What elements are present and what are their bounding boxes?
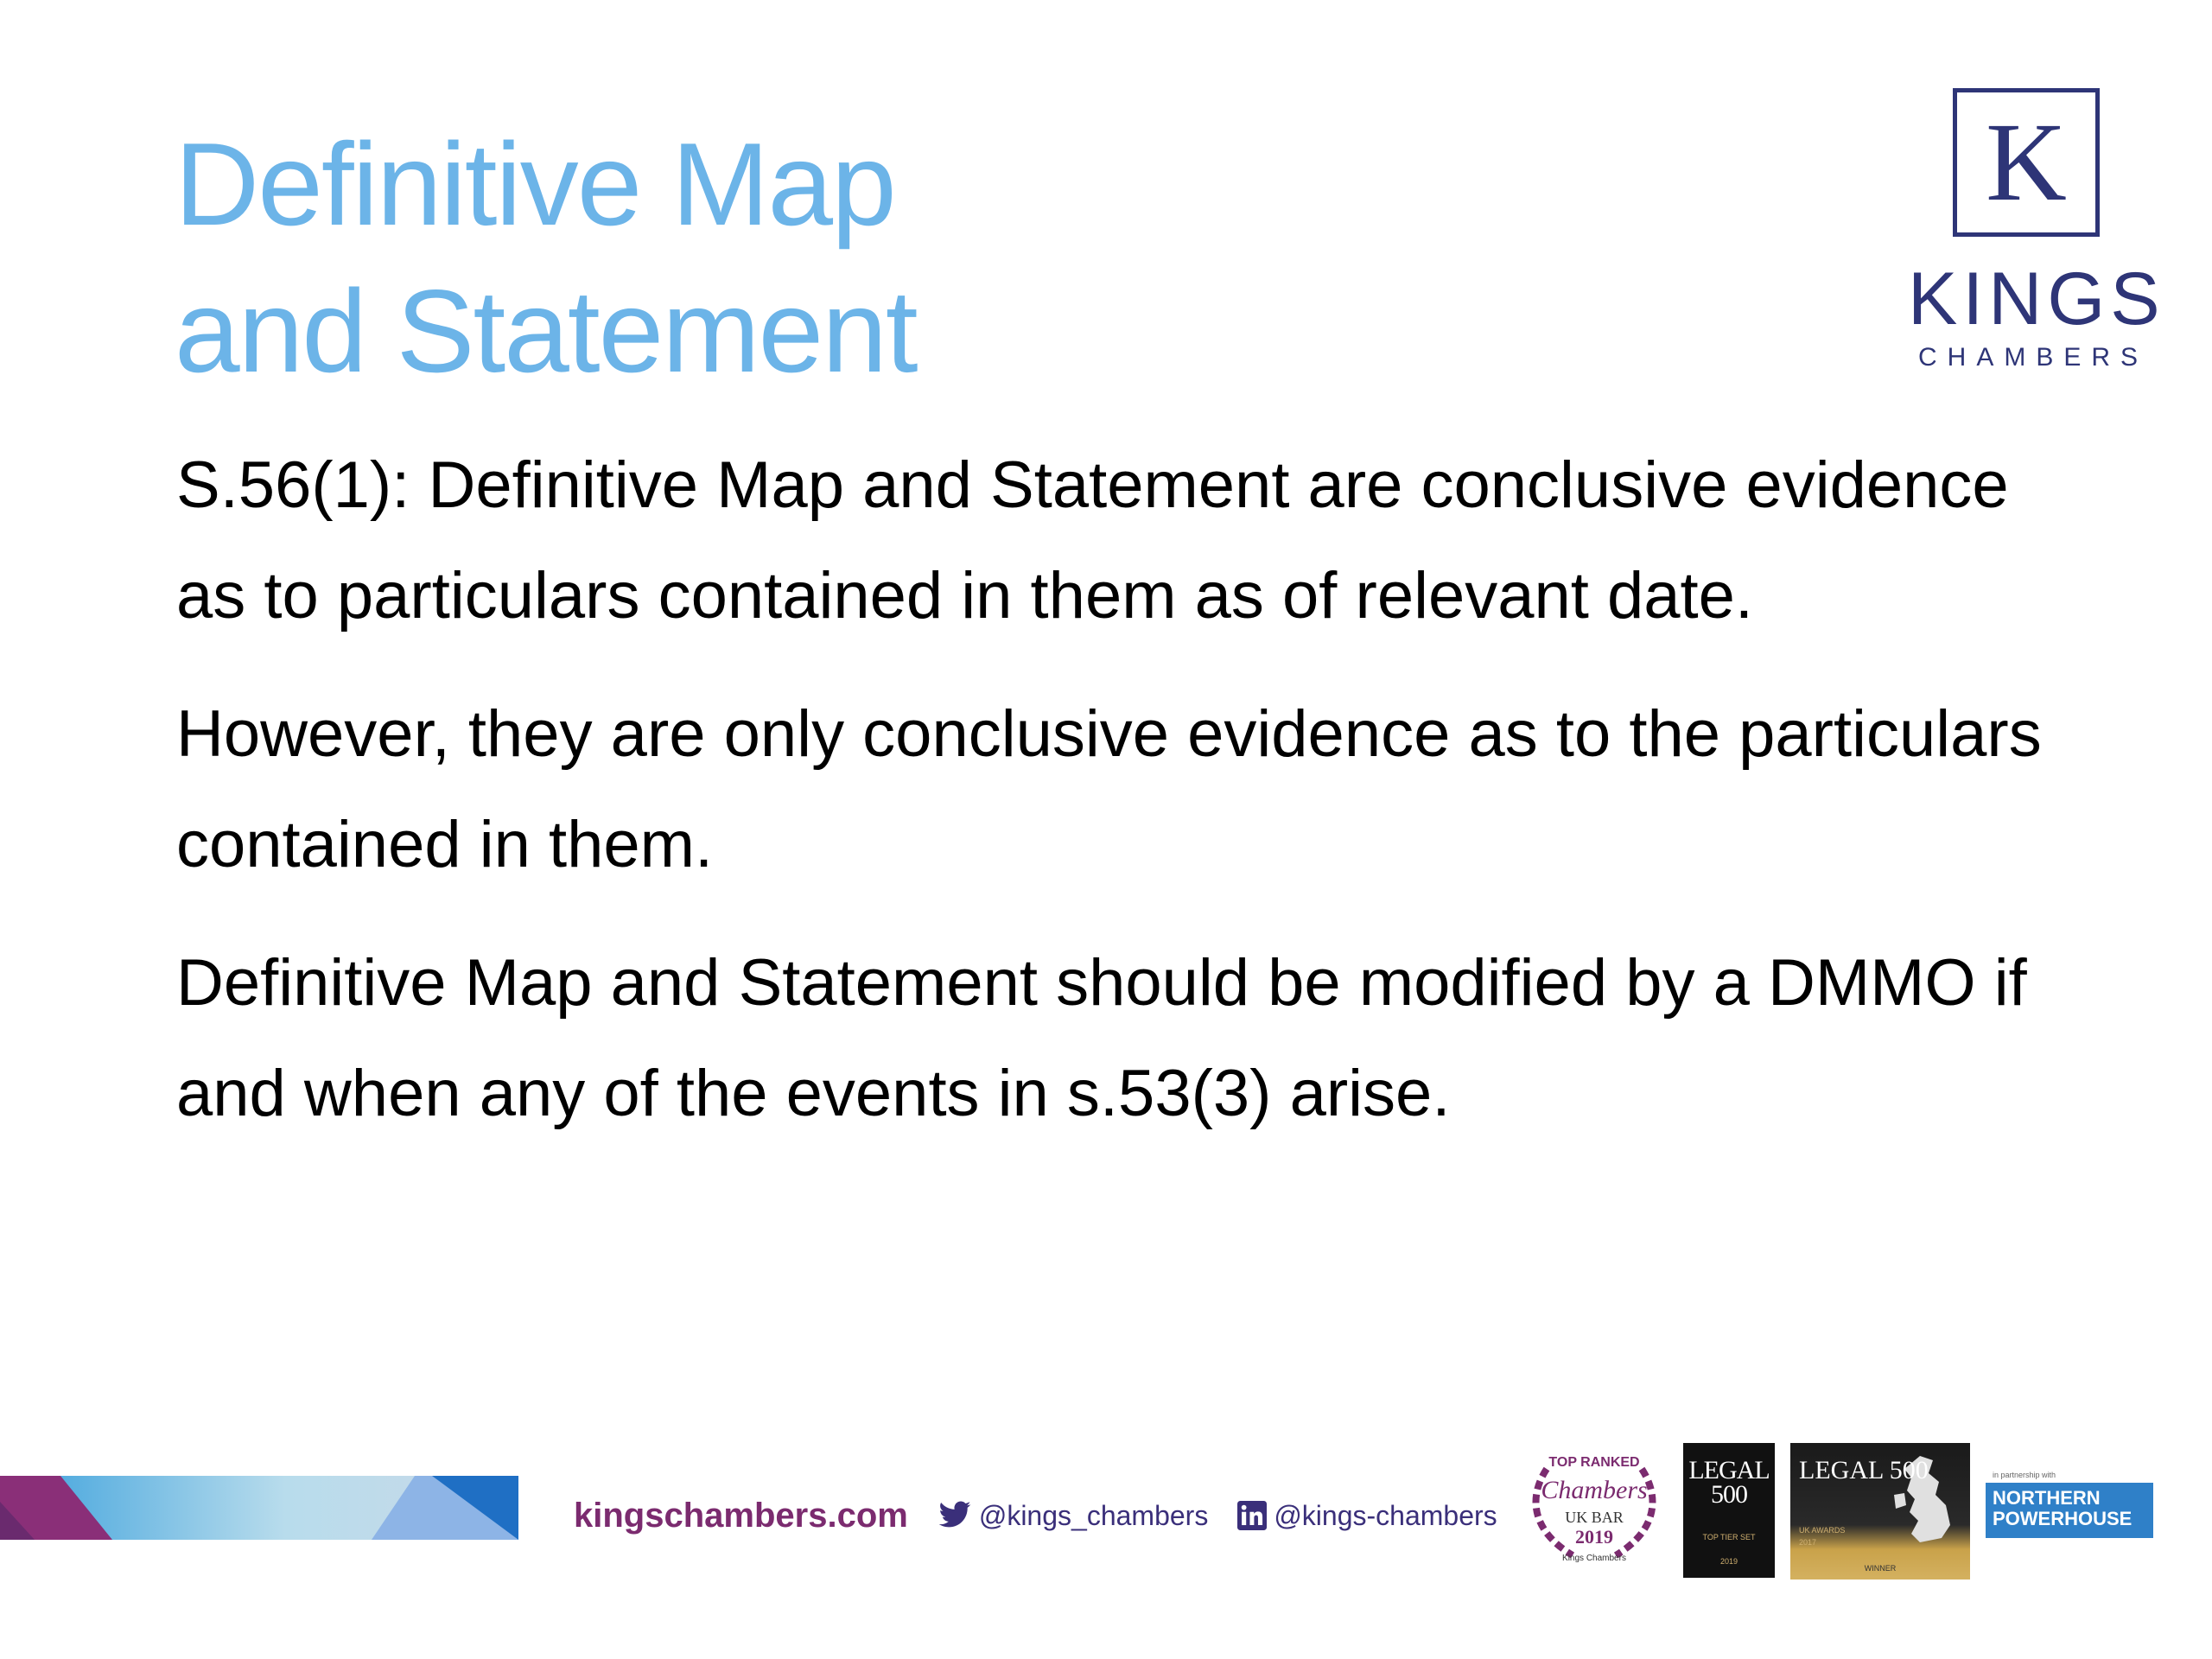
legal500-title: LEGAL 500 xyxy=(1688,1456,1770,1509)
paragraph-2: However, they are only conclusive evidence as to the particulars contained in them. xyxy=(176,697,2042,881)
slide-title xyxy=(175,111,917,404)
footer-links xyxy=(574,1488,1497,1543)
footer-decorative-bar xyxy=(0,1476,518,1540)
chambers-badge xyxy=(1521,1443,1668,1573)
chambers-top-ranked: TOP RANKED xyxy=(1548,1455,1640,1470)
linkedin-handle: @kings-chambers xyxy=(1274,1499,1497,1531)
linkedin-icon xyxy=(1237,1501,1267,1530)
legal500-awards-badge xyxy=(1790,1443,1970,1580)
kings-chambers-logo xyxy=(1908,85,2167,378)
logo-subtitle: CHAMBERS xyxy=(1917,343,2149,372)
twitter-link[interactable] xyxy=(938,1500,1208,1532)
legal500-year: 2019 xyxy=(1719,1557,1738,1566)
chambers-name: Chambers xyxy=(1541,1476,1648,1504)
legal500-top-tier: TOP TIER SET xyxy=(1702,1533,1756,1541)
twitter-handle: @kings_chambers xyxy=(978,1499,1209,1531)
linkedin-link[interactable] xyxy=(1237,1500,1497,1532)
award-badges xyxy=(1521,1443,2153,1581)
paragraph-3: Definitive Map and Statement should be modified by a DMMO if and when any of the events in s.53(3) arise. xyxy=(176,946,2027,1130)
legal500-uk-awards: UK AWARDS xyxy=(1799,1526,1846,1535)
chambers-year: 2019 xyxy=(1575,1526,1613,1548)
np-partnership: in partnership with xyxy=(1993,1471,2056,1479)
slide-title-line-1: Definitive Map xyxy=(175,118,895,250)
legal500-winner: WINNER xyxy=(1864,1564,1897,1573)
legal500-awards-title: LEGAL 500 xyxy=(1799,1456,1929,1484)
northern-powerhouse-badge xyxy=(1986,1471,2153,1538)
logo-k-box: K xyxy=(1953,88,2100,237)
np-name: NORTHERN POWERHOUSE xyxy=(1993,1487,2133,1529)
paragraph-1: S.56(1): Definitive Map and Statement are conclusive evidence as to particulars contained in them as of relevant date. xyxy=(176,448,2009,632)
logo-name: KINGS xyxy=(1908,257,2165,340)
twitter-icon xyxy=(938,1501,972,1530)
legal500-top-tier-badge xyxy=(1683,1443,1775,1578)
chambers-uk-bar: UK BAR xyxy=(1565,1509,1624,1526)
slide-title-line-2: and Statement xyxy=(175,265,917,397)
legal500-awards-year: 2017 xyxy=(1799,1538,1817,1547)
slide-body xyxy=(176,430,2060,1177)
chambers-foot: Kings Chambers xyxy=(1562,1554,1626,1563)
website-link[interactable]: kingschambers.com xyxy=(574,1496,908,1535)
